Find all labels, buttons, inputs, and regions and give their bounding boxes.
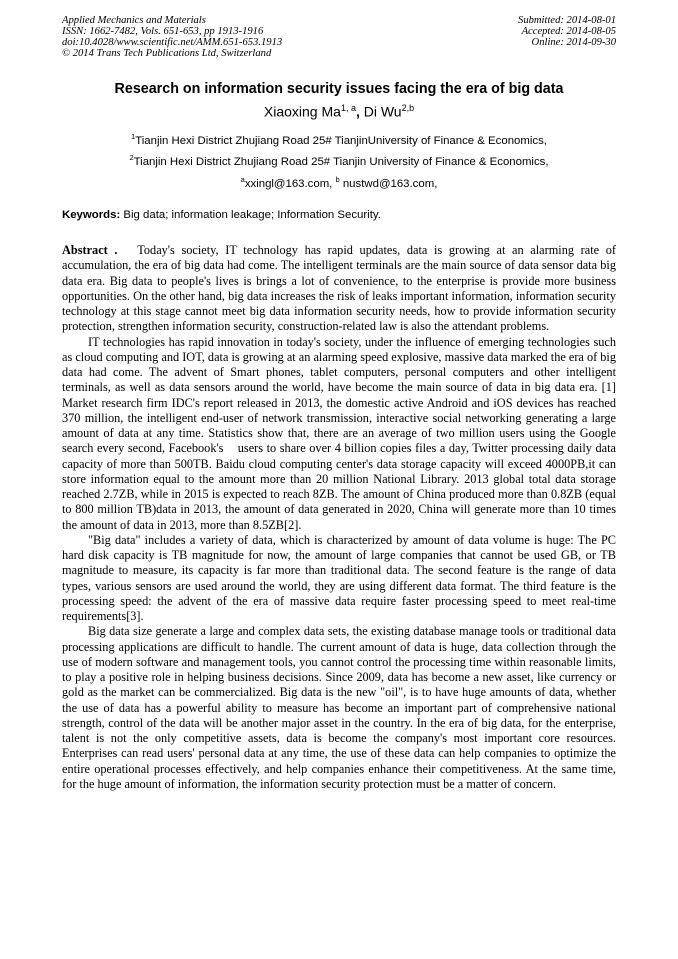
author-2-sup: 2,b bbox=[401, 103, 415, 113]
author-2-name: Di Wu bbox=[363, 103, 402, 120]
journal-header-left bbox=[62, 15, 282, 59]
author-separator: , bbox=[355, 103, 364, 120]
email-b-sup: b bbox=[335, 175, 340, 184]
abstract-label: Abstract . bbox=[62, 243, 118, 257]
abstract-paragraph bbox=[62, 243, 620, 335]
email-a[interactable]: xxingl@163.com, bbox=[244, 177, 336, 190]
affiliation-2-text: Tianjin Hexi District Zhujiang Road 25# Tianjin University of Finance & Economics, bbox=[133, 155, 549, 168]
affiliation-1-text: Tianjin Hexi District Zhujiang Road 25# TianjinUniversity of Finance & Economics, bbox=[135, 134, 547, 147]
journal-header-right bbox=[518, 15, 616, 48]
body-paragraph-3: Big data size generate a large and complex data sets, the existing database manage tools or traditional data processing applications are difficult to handle. The current amount of data is huge, data collection through the use of modern software and management tools, you cannot control the processing time within reasonable limits, to play a positive role in helping business decisions. Since 2009, data has become a new asset, like currency or gold as the market can be commercialized. Big data is the new "oil", is to have huge amounts of data, whether the use of data has a powerful ability to measure has become an important part of comprehensive national strength, control of the data will be another major asset in the country. In the era of big data, for the enterprise, talent is not the only competitive assets, data is become the company's most important core resources. Enterprises can read users' personal data at any time, the use of these data can help companies to optimize the entire operational processes effectively, and help companies enhance their competitiveness. At the same time, for the huge amount of information, the information security protection must be a matter of concern. bbox=[62, 624, 616, 791]
copyright-line: © 2014 Trans Tech Publications Ltd, Switzerland bbox=[62, 48, 272, 59]
abstract-text: Today's society, IT technology has rapid updates, data is growing at an alarming rate of accumulation, the era of big data had come. The intelligent terminals are the main source of data sensor data big data era. Big data to people's lives is brings a lot of convenience, to the enterprise is provide more business opportunities. On the other hand, big data increases the risk of leaks important information, information security technology at this stage cannot meet big data information security needs, how to provide information security protection, strengthen information security, construction-related law is also the attendant problems. bbox=[62, 243, 620, 334]
email-b[interactable]: nustwd@163.com, bbox=[339, 177, 438, 190]
author-line bbox=[0, 103, 678, 120]
accepted-date: Accepted: 2014-08-05 bbox=[521, 26, 616, 37]
journal-name: Applied Mechanics and Materials bbox=[62, 15, 206, 26]
keywords-label: Keywords: bbox=[62, 209, 121, 221]
author-1-name: Xiaoxing Ma bbox=[263, 103, 341, 120]
article-body bbox=[62, 243, 620, 792]
author-1-sup: 1, a bbox=[340, 103, 356, 113]
paper-title: Research on information security issues facing the era of big data bbox=[114, 81, 564, 97]
body-paragraph-1: IT technologies has rapid innovation in today's society, under the influence of emerging technologies such as cloud computing and IOT, data is growing at an alarming speed explosive, massive data marked the era of big data had come. The advent of Smart phones, tablet computers, personal computers and other intelligent terminals, as well as data sensors around the world, have become the main source of data in big data era. [1] Market research firm IDC's report released in 2013, the domestic active Android and iOS devices has reached 370 million, the intelligent end-user of network transmission, interactive social networking generating a large amount of data at any time. Statistics show that, there are an average of two million users using the Google search every second, Facebook's users to share over 4 billion copies files a day, Twitter processing daily data capacity of more than 500TB. Baidu cloud computing center's data storage capacity will exceed 4000PB,it can store information equal to the amount more than 20 million National Library. 2013 global total data storage reached 2.7ZB, while in 2015 is expected to reach 8ZB. The amount of China produced more than 0.8ZB (equal to 800 million TB)data in 2013, the amount of data generated in 2020, China will generate more than 10 times the amount of data in 2013, more than 8.5ZB[2]. bbox=[62, 334, 620, 532]
email-line bbox=[0, 175, 678, 190]
online-date: Online: 2014-09-30 bbox=[531, 37, 616, 48]
email-a-sup: a bbox=[240, 175, 245, 184]
submitted-date: Submitted: 2014-08-01 bbox=[518, 15, 616, 26]
affiliation-2-sup: 2 bbox=[129, 153, 134, 162]
affiliation-1-sup: 1 bbox=[131, 132, 136, 141]
affiliation-2 bbox=[0, 153, 678, 168]
keywords-text: Big data; information leakage; Information Security. bbox=[120, 209, 381, 221]
keywords bbox=[62, 209, 622, 221]
body-paragraph-2: "Big data" includes a variety of data, which is characterized by amount of data volume is huge: The PC hard disk capacity is TB magnitude for now, the amount of large companies that cannot be used GB, or TB magnitude to measure, its capacity is far more than traditional data. The second feature is the range of data types, various sensors are used around the world, they are using different data format. The third feature is the processing speed: the advent of the era of massive data require faster processing speed to meet real-time requirements[3]. bbox=[62, 532, 616, 623]
affiliation-1 bbox=[0, 132, 678, 147]
doi-line[interactable]: doi:10.4028/www.scientific.net/AMM.651-653.1913 bbox=[62, 37, 283, 48]
issn-line: ISSN: 1662-7482, Vols. 651-653, pp 1913-1916 bbox=[62, 26, 264, 37]
